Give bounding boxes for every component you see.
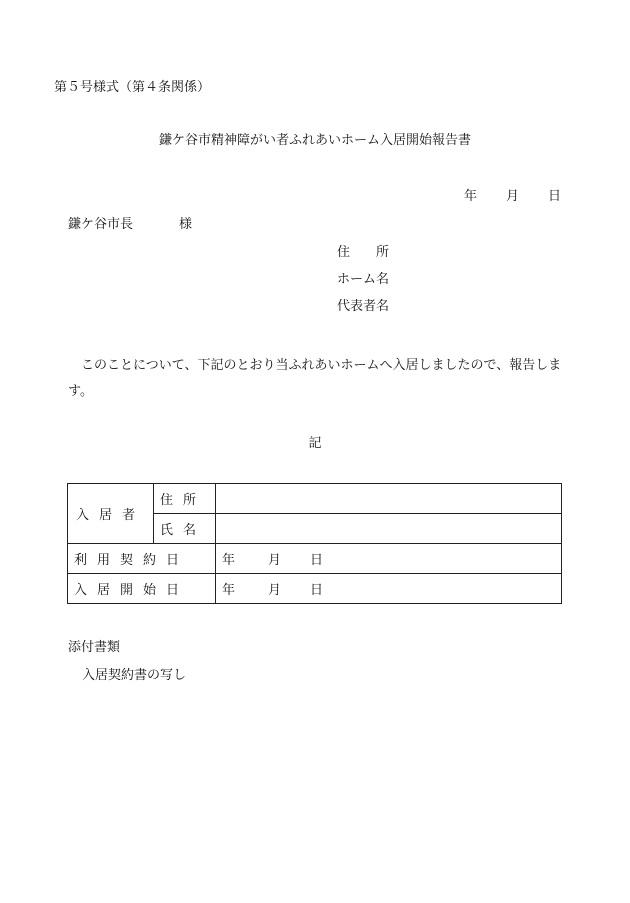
start-month: 月 xyxy=(268,583,282,598)
contract-date-label: 利用契約日 xyxy=(68,544,216,574)
address-label: 住所 xyxy=(154,484,216,514)
addressee-honorific: 様 xyxy=(179,217,193,232)
table-row xyxy=(68,574,562,604)
resident-table xyxy=(67,483,562,604)
document-title: 鎌ケ谷市精神障がい者ふれあいホーム入居開始報告書 xyxy=(158,133,471,148)
report-date xyxy=(464,189,561,205)
body-text: このことについて、下記のとおり当ふれあいホームへ入居しましたので、報告します。 xyxy=(68,358,562,399)
attachments-heading: 添付書類 xyxy=(68,640,121,655)
addressee-name: 鎌ケ谷市長 xyxy=(68,217,134,232)
contract-year: 年 xyxy=(222,553,236,568)
contract-day: 日 xyxy=(310,553,324,568)
table-row xyxy=(68,544,562,574)
start-date-cell[interactable] xyxy=(216,574,562,604)
reporter-home-label: ホーム名 xyxy=(337,272,390,287)
addressee xyxy=(68,217,192,233)
ki-heading: 記 xyxy=(308,436,322,451)
contract-date-cell[interactable] xyxy=(216,544,562,574)
resident-label: 入居者 xyxy=(68,484,154,544)
table-row xyxy=(68,484,562,514)
attachments-item: 入居契約書の写し xyxy=(82,668,187,683)
start-date-label: 入居開始日 xyxy=(68,574,216,604)
date-month: 月 xyxy=(506,189,520,204)
form-number: 第５号様式（第４条関係） xyxy=(54,80,211,95)
date-year: 年 xyxy=(464,189,478,204)
name-value-cell[interactable] xyxy=(216,514,562,544)
reporter-representative-label: 代表者名 xyxy=(337,299,390,314)
name-label: 氏名 xyxy=(154,514,216,544)
date-day: 日 xyxy=(548,189,562,204)
reporter-address-label: 住 所 xyxy=(337,245,390,260)
start-day: 日 xyxy=(310,583,324,598)
address-value-cell[interactable] xyxy=(216,484,562,514)
start-year: 年 xyxy=(222,583,236,598)
contract-month: 月 xyxy=(268,553,282,568)
